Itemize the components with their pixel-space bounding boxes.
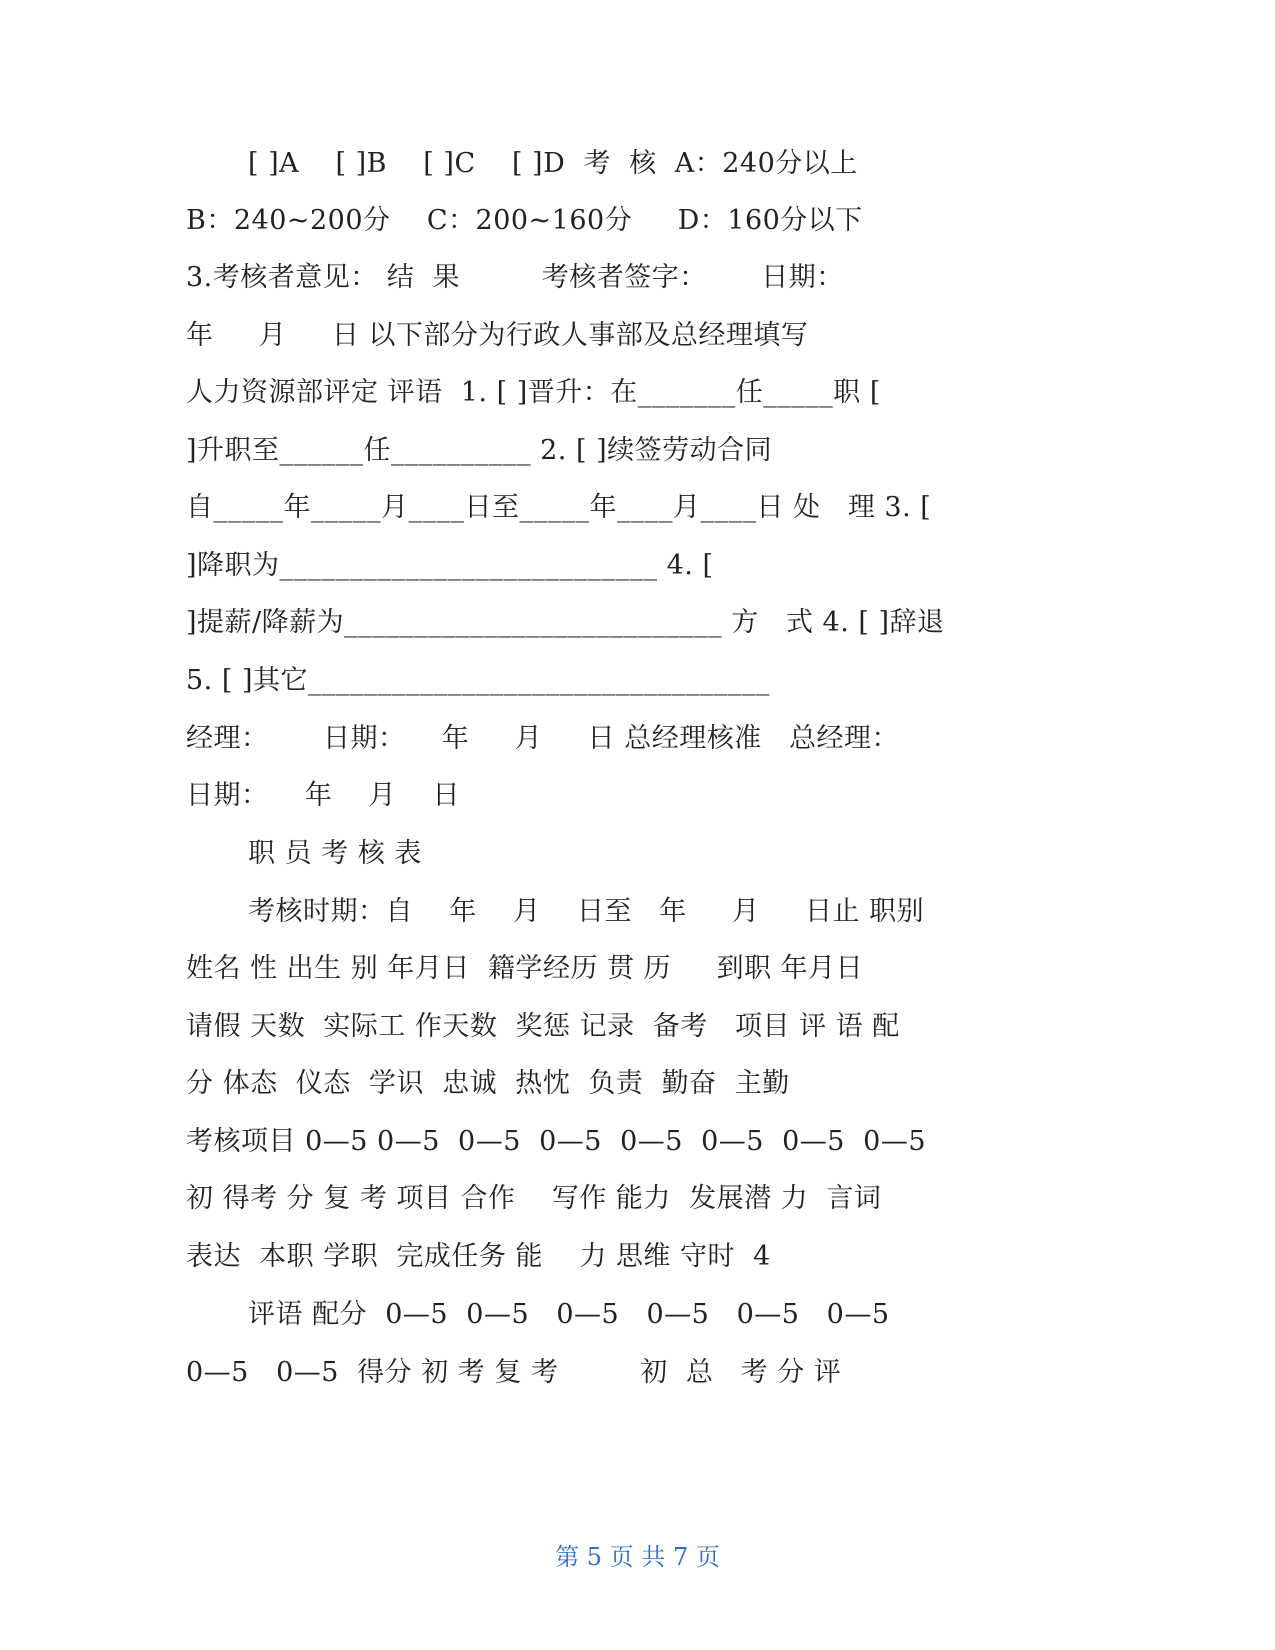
attendance-line: 请假 天数 实际工 作天数 奖惩 记录 备考 项目 评 语 配: [186, 1011, 900, 1042]
criteria-line: 分 体态 仪态 学识 忠诚 热忱 负责 勤奋 主勤: [186, 1068, 790, 1099]
manager-approval-line: 经理： 日期： 年 月 日 总经理核准 总经理：: [186, 723, 899, 754]
hr-section-heading-line: 年 月 日 以下部分为行政人事部及总经理填写: [186, 320, 809, 351]
other-option-line: 5. [ ]其它_________________________________: [186, 665, 770, 696]
ability-items-line: 初 得考 分 复 考 项目 合作 写作 能力 发展潜 力 言词: [186, 1183, 882, 1214]
reviewer-opinion-line: 3.考核者意见： 结 果 考核者签字： 日期：: [186, 262, 844, 293]
form-title: 职 员 考 核 表: [248, 838, 422, 869]
approval-date-line: 日期： 年 月 日: [186, 780, 460, 811]
review-period-line: 考核时期：自 年 月 日至 年 月 日止 职别: [248, 896, 925, 927]
grade-ranges-line: B：240~200分 C：200~160分 D：160分以下: [186, 205, 863, 236]
salary-change-line: ]提薪/降薪为___________________________ 方 式 4. [ ]辞退: [186, 607, 945, 638]
promotion-line: ]升职至______任__________ 2. [ ]续签劳动合同: [186, 435, 773, 466]
final-score-line: 0—5 0—5 得分 初 考 复 考 初 总 考 分 评: [186, 1357, 842, 1388]
ability-items-line-2: 表达 本职 学职 完成任务 能 力 思维 守时 4: [186, 1241, 771, 1272]
score-range-line: 考核项目 0—5 0—5 0—5 0—5 0—5 0—5 0—5 0—5: [186, 1126, 927, 1157]
hr-evaluation-line: 人力资源部评定 评语 1. [ ]晋升：在_______任_____职 [: [186, 377, 881, 408]
score-range-line-2: 评语 配分 0—5 0—5 0—5 0—5 0—5 0—5: [248, 1299, 890, 1330]
demotion-line: ]降职为___________________________ 4. [: [186, 550, 714, 581]
page-number-footer: 第 5 页 共 7 页: [555, 1543, 720, 1571]
grade-options-line: [ ]A [ ]B [ ]C [ ]D 考 核 A：240分以上: [248, 148, 858, 179]
contract-period-line: 自_____年_____月____日至_____年____月____日 处 理 3. [: [186, 492, 932, 523]
personal-info-line: 姓名 性 出生 别 年月日 籍学经历 贯 历 到职 年月日: [186, 953, 864, 984]
